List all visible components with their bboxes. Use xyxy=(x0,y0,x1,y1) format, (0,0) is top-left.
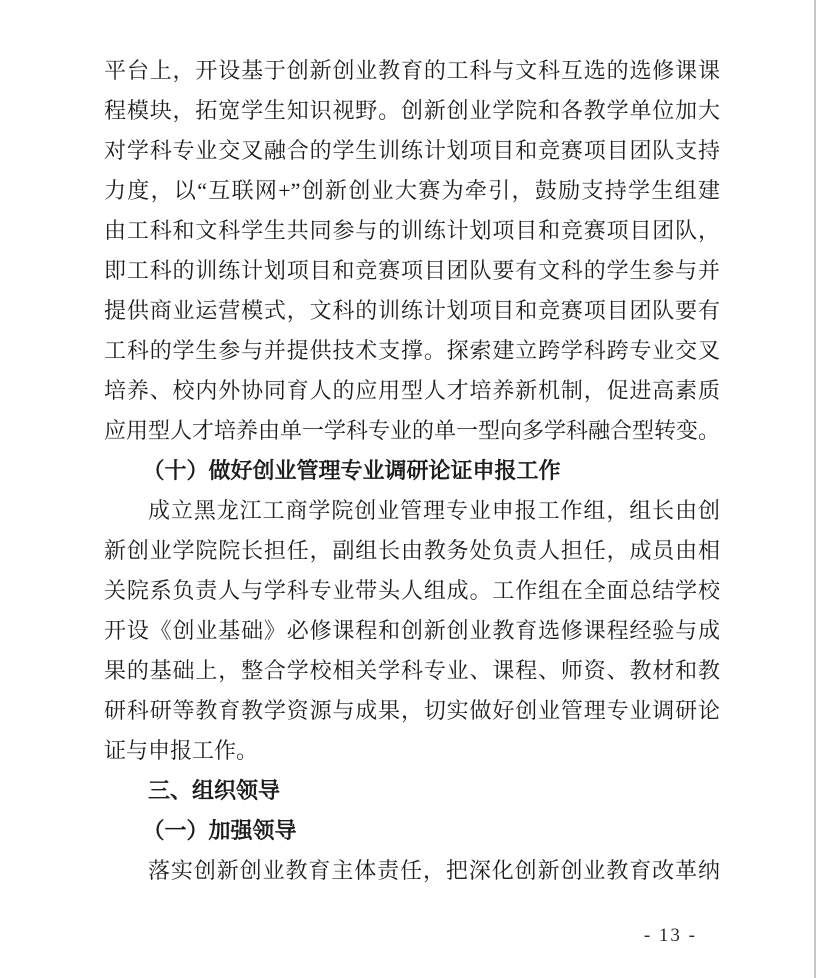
sub-heading: （一）加强领导 xyxy=(142,818,297,843)
text-line: 平台上，开设基于创新创业教育的工科与文科互选的选修课课 xyxy=(104,58,720,83)
text-line: 证与申报工作。 xyxy=(104,738,259,763)
text-line: 应用型人才培养由单一学科专业的单一型向多学科融合型转变。 xyxy=(104,418,721,443)
text-line: 成立黑龙江工商学院创业管理专业申报工作组，组长由创 xyxy=(148,498,720,523)
text-line: 培养、校内外协同育人的应用型人才培养新机制，促进高素质 xyxy=(104,378,720,403)
text-line: 开设《创业基础》必修课程和创新创业教育选修课程经验与成 xyxy=(104,618,720,643)
page-number: - 13 - xyxy=(643,925,697,946)
section-heading: 三、组织领导 xyxy=(148,778,281,803)
text-line: 研科研等教育教学资源与成果，切实做好创业管理专业调研论 xyxy=(104,698,720,723)
text-line: 新创业学院院长担任，副组长由教务处负责人担任，成员由相 xyxy=(104,538,720,563)
text-line: 关院系负责人与学科专业带头人组成。工作组在全面总结学校 xyxy=(104,578,720,603)
text-line: 即工科的训练计划项目和竞赛项目团队要有文科的学生参与并 xyxy=(104,258,720,283)
text-line: 力度，以“互联网+”创新创业大赛为牵引，鼓励支持学生组建 xyxy=(104,178,720,203)
page-edge-line xyxy=(814,0,816,978)
text-line: 果的基础上，整合学校相关学科专业、课程、师资、教材和教 xyxy=(104,658,720,683)
text-line: 提供商业运营模式，文科的训练计划项目和竞赛项目团队要有 xyxy=(104,298,720,323)
text-line: 落实创新创业教育主体责任，把深化创新创业教育改革纳 xyxy=(148,858,720,883)
text-line: 由工科和文科学生共同参与的训练计划项目和竞赛项目团队， xyxy=(104,218,720,243)
text-line: 程模块，拓宽学生知识视野。创新创业学院和各教学单位加大 xyxy=(104,98,720,123)
document-content xyxy=(104,51,720,891)
text-line: 工科的学生参与并提供技术支撑。探索建立跨学科跨专业交叉 xyxy=(104,338,720,363)
text-line: 对学科专业交叉融合的学生训练计划项目和竞赛项目团队支持 xyxy=(104,138,720,163)
sub-heading: （十）做好创业管理专业调研论证申报工作 xyxy=(142,458,561,483)
